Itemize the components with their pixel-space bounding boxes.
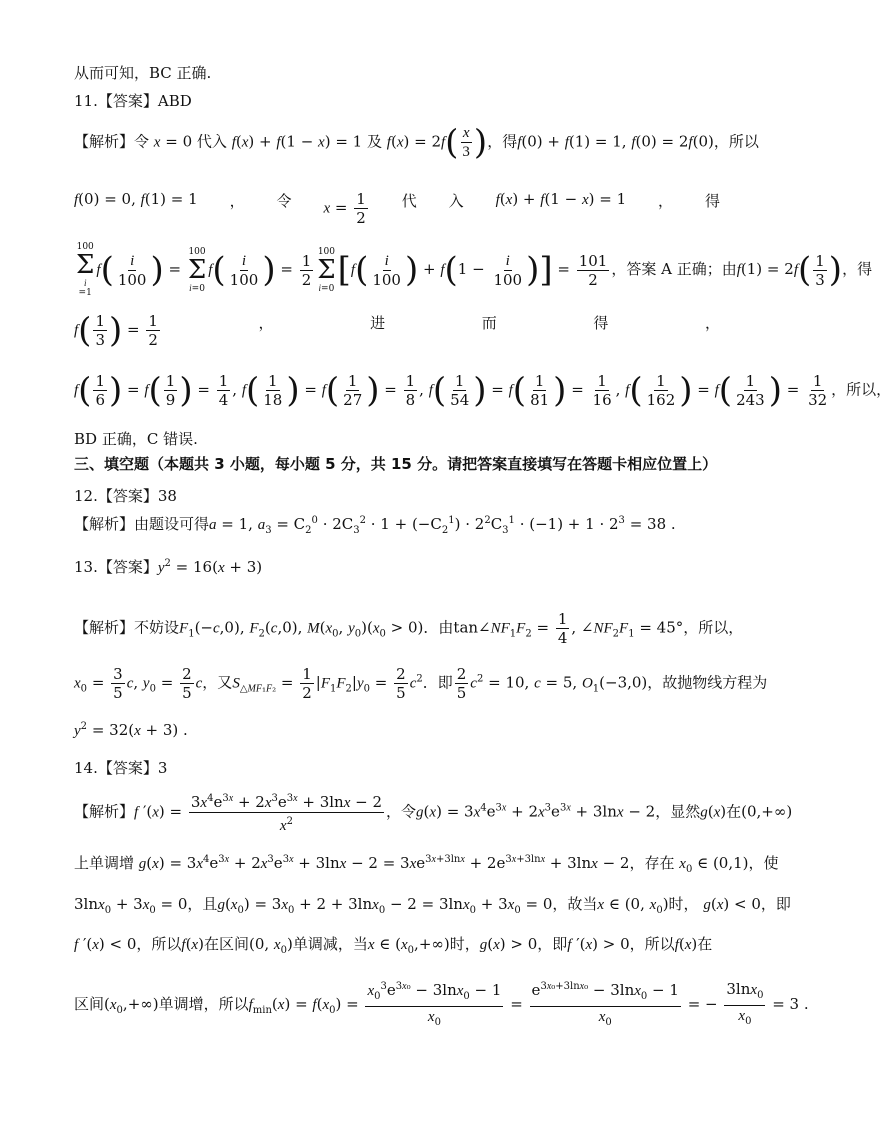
- q13-line1: 【解析】不妨设$F_1(-c,0)$, $F_2(c,0)$, $M(x_0$, $y_0)(x_0 > 0)$．由$\tan\angle NF_1F_2$ = $\frac{1}{4}$ , $\angle NF_2F_1 = 45^\circ$，所以，: [74, 610, 744, 647]
- q14-answer: 14.【答案】3: [74, 759, 168, 777]
- text: ，使: [748, 854, 779, 872]
- text: 及: [366, 132, 382, 151]
- text: ，得: [487, 132, 518, 151]
- text: ，答案 A 正确；由: [611, 260, 737, 278]
- text: 进: [370, 314, 386, 332]
- text: 令: [276, 192, 292, 210]
- q11-answer: 11.【答案】ABD: [74, 92, 192, 110]
- text: ，所以，: [683, 618, 744, 637]
- q14-line5: 区间$(x_0,+\infty)$单调增，所以$f_{min}(x) = f(x_0)$ = $\frac{x_0^3e^{3x_0} - 3\ln x_0 - 1}{x_0}$ = $\frac{e^{3x_0+3lnx_0} - 3\ln x_0 - 1}{x_0}$ = − $\frac{3\ln x_0}{x_0}$ = 3 .: [74, 979, 809, 1028]
- text: 【解析】令: [74, 132, 150, 151]
- text: ，所以: [136, 935, 182, 953]
- text: 入: [448, 192, 464, 210]
- text: 在: [697, 935, 713, 953]
- q11-line2: f(0) = 0, f(1) = 1 ， 令 x = $\frac{1}{2}$ 代 入 f(x) + f(1 − x) = 1 ， 得: [74, 190, 720, 227]
- text: ，故抛物线方程为: [647, 673, 768, 692]
- text: 代入: [196, 132, 227, 151]
- text: ，即: [760, 895, 791, 913]
- q14-line1: 【解析】f ′(x) = $\frac{3x^4e^{3x} + 2x^3e^{3x} + 3\ln x - 2}{x^2}$ ，令$g(x) = 3x^4e^{3x} + 2x^3e^{3x} + 3\ln x - 2$，显然g(x)在(0,+∞): [74, 790, 792, 835]
- text: 得: [704, 192, 720, 210]
- text: ，又: [202, 673, 233, 692]
- text: 而: [481, 314, 497, 332]
- q11-line3: 100 Σ i =1 f( $\frac{i}{100}$ ) = 100 Σ i=0 f( $\frac{i}{100}$ ) = $\frac{1}{2}$ 100 Σ i=0 [f( $\frac{i}{100}$ ) + f(1 − $\frac{i}{100}$ )] = $\frac{101}{2}$ ，答案 A 正确；由f(1) = 2f( $\frac{1}{3}$ )，得: [76, 242, 873, 298]
- text: ．由: [423, 618, 454, 637]
- text: 区间: [74, 995, 105, 1013]
- text: 单调增，所以: [158, 995, 249, 1013]
- text: 【解析】由题设可得: [74, 515, 210, 533]
- section-3-title: 三、填空题（本题共 3 小题，每小题 5 分，共 15 分。请把答案直接填写在答题卡相应位置上）: [74, 455, 718, 473]
- q14-line2: 上单调增 $g(x) = 3x^4e^{3x} + 2x^3e^{3x} + 3\ln x - 2 = 3xe^{3x+3lnx} + 2e^{3x+3lnx} + 3\ln x - 2$，存在 $x_0$ ∈ (0,1)，使: [74, 854, 779, 875]
- q13-line2: $x_0$ = $\frac{3}{5}$ c, $y_0$ = $\frac{2}{5}$ c，又$S_{\triangle MF_1F_2}$ = $\frac{1}{2}$ $|F_1F_2|y_0$ = $\frac{2}{5}$ $c^2$．即 $\frac{2}{5}$ $c^2 = 10$, c = 5, $O_1(-3,0)$，故抛物线方程为: [74, 665, 768, 702]
- q12-line1: 【解析】由题设可得a = 1, $a_3 = C_2^0 \cdot 2C_3^2 \cdot 1 + (-C_2^1) \cdot 2^2C_3^1 \cdot (-1) + 1 \cdot 2^3 = 38$ .: [74, 515, 676, 536]
- q13-line3: $y^2 = 32(x + 3)$ .: [74, 721, 188, 739]
- text: 代: [401, 192, 417, 210]
- text: ，所以: [713, 132, 759, 151]
- text: ．即: [422, 673, 453, 692]
- text: 在: [726, 802, 742, 821]
- text: 【解析】: [74, 802, 135, 821]
- q11-line6: BD 正确，C 错误.: [74, 430, 198, 448]
- text: 得: [593, 314, 609, 332]
- text: 时，: [449, 935, 480, 953]
- text: ，即: [537, 935, 568, 953]
- q11-line4: f( $\frac{1}{3}$ ) = $\frac{1}{2}$ ， 进 而 得 ，: [74, 310, 720, 351]
- text: 上单调增: [74, 854, 135, 872]
- q13-answer: 13.【答案】$y^2 = 16(x + 3)$: [74, 558, 263, 576]
- text: 时，: [668, 895, 699, 913]
- text: ，所以: [629, 935, 675, 953]
- text: ，令: [386, 802, 417, 821]
- text: ，存在: [629, 854, 675, 872]
- text: 13.【答案】: [74, 558, 158, 576]
- q14-line3: $3\ln x_0 + 3x_0 = 0$，且$g(x_0) = 3x_0 + 2 + 3\ln x_0 - 2 = 3\ln x_0 + 3x_0 = 0$，故当x ∈ (0, $x_0$)时， g(x) < 0，即: [74, 895, 791, 916]
- text: ，且: [187, 895, 218, 913]
- q12-answer: 12.【答案】38: [74, 487, 177, 505]
- q10-conclusion: 从而可知，BC 正确.: [74, 64, 212, 82]
- text: ，所以，: [831, 380, 891, 399]
- text: ，故当: [552, 895, 598, 913]
- text: ，得: [842, 260, 873, 278]
- text: 单调减，当: [292, 935, 368, 953]
- text: ，显然: [655, 802, 701, 821]
- q14-line4: f ′(x) < 0，所以f(x)在区间(0, $x_0$)单调减，当x ∈ $(x_0,+\infty)$时，g(x) > 0，即f ′(x) > 0，所以f(x)在: [74, 935, 713, 956]
- text: 在区间: [203, 935, 249, 953]
- q11-line1: 【解析】令 x = 0 代入 f(x) + f(1 − x) = 1 及 f(x) = 2f( $\frac{x}{3}$ )，得f(0) + f(1) = 1, f(0) = 2f(0)，所以: [74, 122, 759, 163]
- text: 【解析】不妨设: [74, 618, 180, 637]
- q11-line5: f( $\frac{1}{6}$ ) = f( $\frac{1}{9}$ ) = $\frac{1}{4}$ , f( $\frac{1}{18}$ ) = f( $\frac{1}{27}$ ) = $\frac{1}{8}$ , f( $\frac{1}{54}$ ) = f( $\frac{1}{81}$ ) = $\frac{1}{16}$ , f( $\frac{1}{162}$ ) = f( $\frac{1}{243}$ ) = $\frac{1}{32}$ ，所以，: [74, 370, 891, 411]
